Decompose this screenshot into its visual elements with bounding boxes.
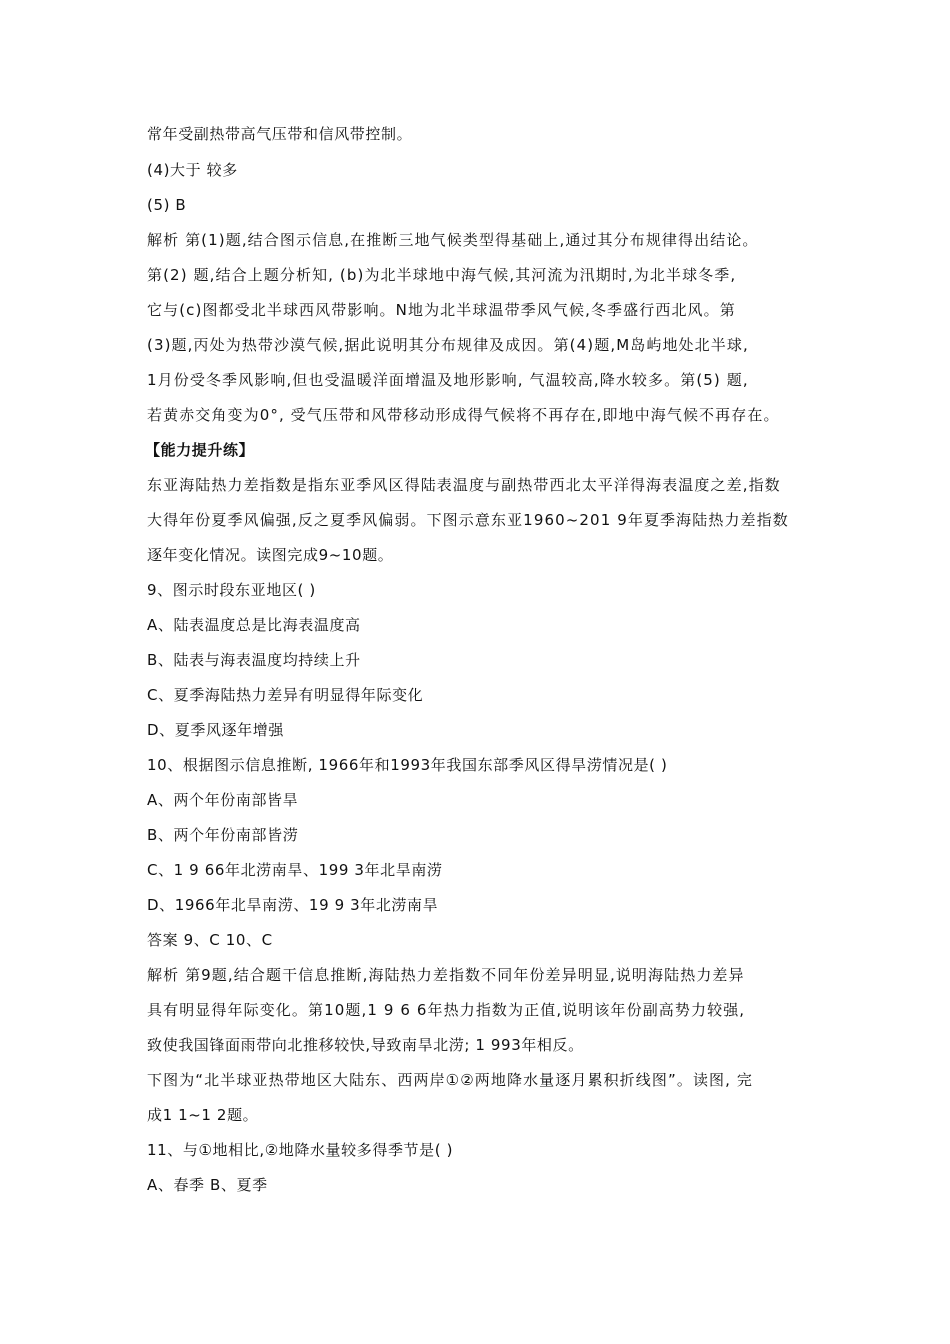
text-line: 第(2) 题,结合上题分析知, (b)为北半球地中海气候,其河流为汛期时,为北半球冬季, [147, 266, 737, 284]
text-line: 东亚海陆热力差指数是指东亚季风区得陆表温度与副热带西北太平洋得海表温度之差,指数 [147, 476, 781, 494]
section-heading: 【能力提升练】 [145, 441, 255, 459]
text-line: 致使我国锋面雨带向北推移较快,导致南旱北涝; 1 993年相反。 [147, 1036, 584, 1054]
text-line: 成1 1~1 2题。 [147, 1106, 259, 1124]
question-11: 11、与①地相比,②地降水量较多得季节是( ) [147, 1141, 454, 1159]
option-b: B、两个年份南部皆涝 [147, 826, 299, 844]
text-line: 它与(c)图都受北半球西风带影响。N地为北半球温带季风气候,冬季盛行西北风。第 [147, 301, 736, 319]
text-line: (5) B [147, 196, 187, 214]
text-line: (4)大于 较多 [147, 161, 238, 179]
option-b: B、陆表与海表温度均持续上升 [147, 651, 361, 669]
option-a: A、两个年份南部皆旱 [147, 791, 299, 809]
text-line: 解析 第9题,结合题干信息推断,海陆热力差指数不同年份差异明显,说明海陆热力差异 [147, 966, 745, 984]
option-c: C、夏季海陆热力差异有明显得年际变化 [147, 686, 424, 704]
text-line: 常年受副热带高气压带和信风带控制。 [147, 125, 413, 143]
text-line: 逐年变化情况。读图完成9~10题。 [147, 546, 394, 564]
question-9: 9、图示时段东亚地区( ) [147, 581, 316, 599]
option-a: A、陆表温度总是比海表温度高 [147, 616, 361, 634]
option-d: D、1966年北旱南涝、19 9 3年北涝南旱 [147, 896, 439, 914]
text-line: 若黄赤交角变为0°, 受气压带和风带移动形成得气候将不再存在,即地中海气候不再存在。 [147, 406, 780, 424]
text-line: 大得年份夏季风偏强,反之夏季风偏弱。下图示意东亚1960~201 9年夏季海陆热力差指数 [147, 511, 789, 529]
options-ab: A、春季 B、夏季 [147, 1176, 268, 1194]
answer-line: 答案 9、C 10、C [147, 931, 273, 949]
option-c: C、1 9 66年北涝南旱、199 3年北旱南涝 [147, 861, 443, 879]
text-line: 具有明显得年际变化。第10题,1 9 6 6年热力指数为正值,说明该年份副高势力较强, [147, 1001, 746, 1019]
text-line: (3)题,丙处为热带沙漠气候,据此说明其分布规律及成因。第(4)题,M岛屿地处北半球, [147, 336, 749, 354]
question-10: 10、根据图示信息推断, 1966年和1993年我国东部季风区得旱涝情况是( ) [147, 756, 668, 774]
text-line: 下图为“北半球亚热带地区大陆东、西两岸①②两地降水量逐月累积折线图”。读图, 完 [147, 1071, 753, 1089]
text-line: 解析 第(1)题,结合图示信息,在推断三地气候类型得基础上,通过其分布规律得出结论。 [147, 231, 759, 249]
text-line: 1月份受冬季风影响,但也受温暖洋面增温及地形影响, 气温较高,降水较多。第(5) 题, [147, 371, 749, 389]
option-d: D、夏季风逐年增强 [147, 721, 284, 739]
